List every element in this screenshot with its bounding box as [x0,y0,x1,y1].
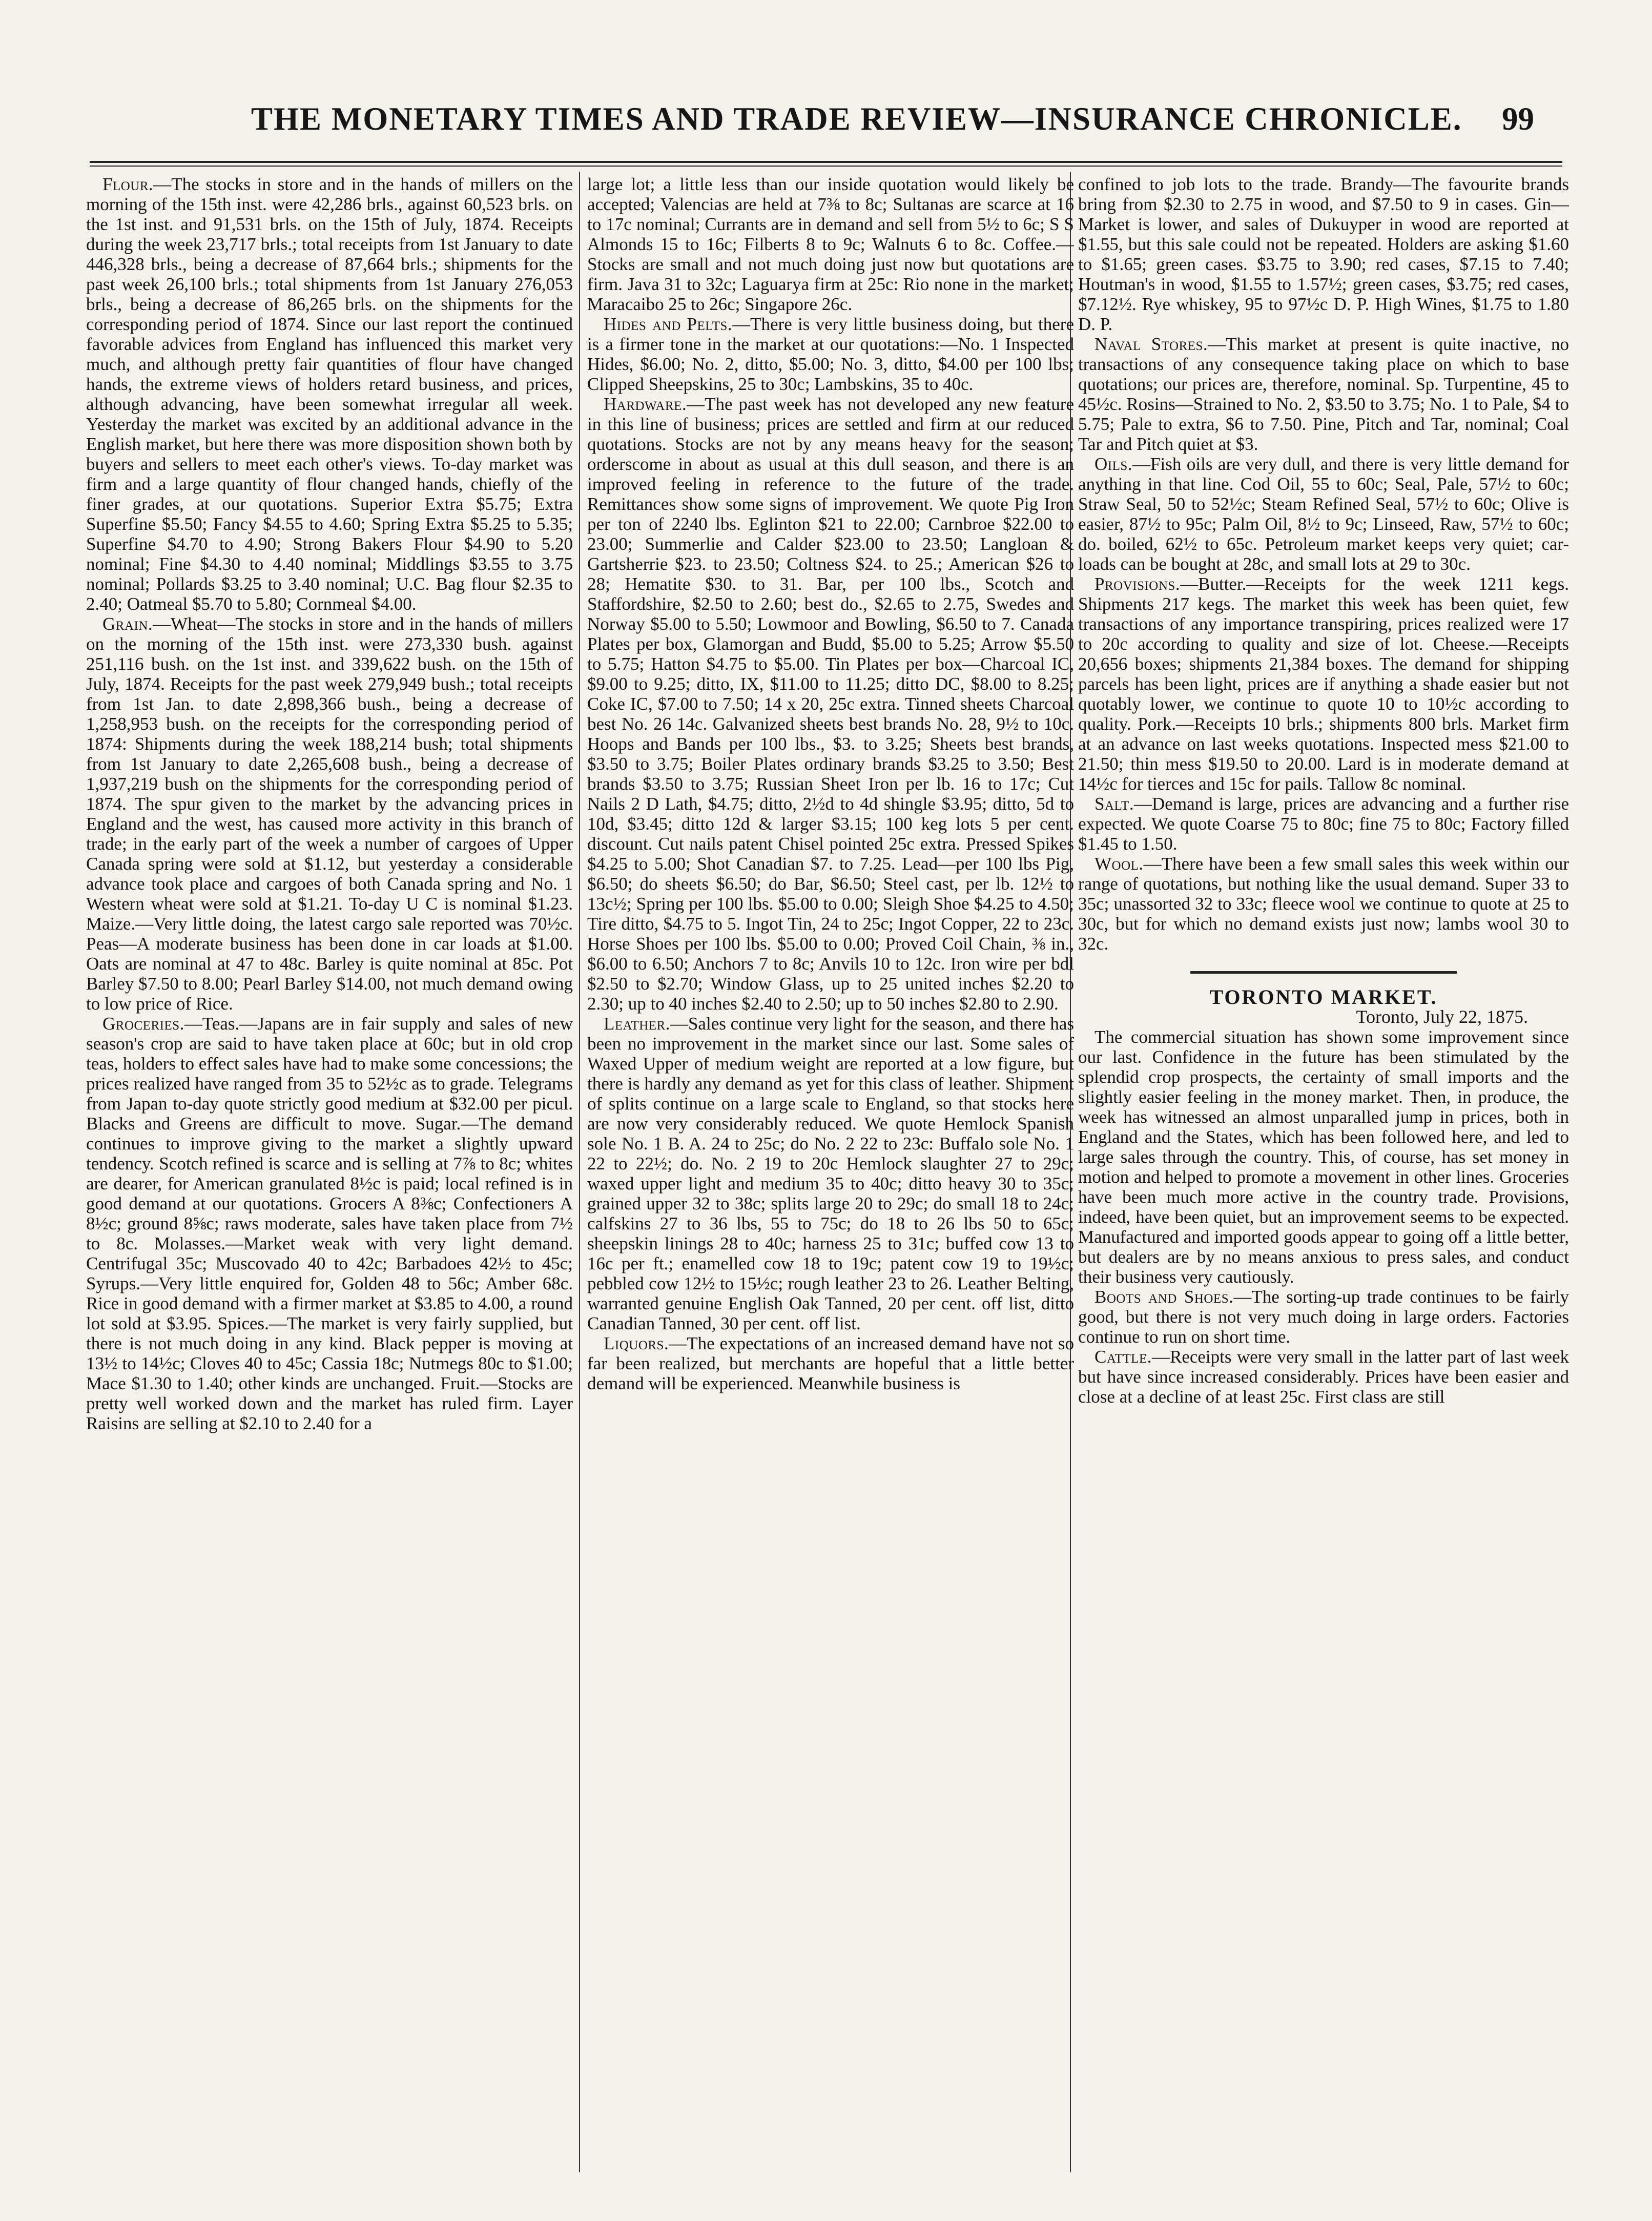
market-report-boots-shoes [1078,1287,1569,1347]
paragraph-text: —There have been a few small sales this week within our range of quotations, but nothing like the usual demand. Super 33 to 35c; unassorted 32 to 33c; fleece wool we continue to quote at 25 to 30c, but for which no demand exists just now; lambs wool 30 to 32c. [1078,854,1569,954]
section-lead: Salt. [1095,794,1134,814]
section-lead: Grain. [102,614,153,634]
section-lead: Provisions. [1095,574,1181,594]
running-head [102,100,1534,147]
paragraph-text: —Wheat—The stocks in store and in the hands of millers on the morning of the 15th inst. were 273,330 bush. against 251,116 bush. on the 1st inst. and 339,622 bush. on the 15th of July, 1874. Receipts for the past week 279,949 bush.; total receipts from 1st Jan. to date 2,898,366 bush., being a decrease of 1,258,953 bush. on the receipts for the corresponding period of 1874: Shipments during the week 188,214 bush; total shipments from 1st January to date 2,265,608 bush., being a decrease of 1,937,219 bush on the shipments for the corresponding period of 1874. The spur given to the market by the advancing prices in England and the west, has caused more activity in this branch of trade; in the early part of the week a number of cargoes of Upper Canada spring were sold at $1.12, but yesterday a considerable advance took place and cargoes of both Canada spring and No. 1 Western wheat were sold at $1.21. To-day U C is nominal $1.23. Maize.—Very little doing, the latest cargo sale reported was 70½c. Peas—A moderate business has been done in car loads at $1.00. Oats are nominal at 47 to 48c. Barley is quite nominal at 85c. Pot Barley $7.50 to 8.00; Pearl Barley $14.00, not much demand owing to low price of Rice. [86,614,573,1014]
market-report-liquors [587,1333,1074,1393]
page-title: THE MONETARY TIMES AND TRADE REVIEW—INSURANCE CHRONICLE. [251,101,1462,137]
market-report-cattle [1078,1347,1569,1407]
section-lead: Wool. [1095,854,1144,874]
paragraph-text: —Demand is large, prices are advancing and a further rise expected. We quote Coarse 75 to 80c; fine 75 to 80c; Factory filled $1.45 to 1.50. [1078,794,1569,854]
paragraph-text: —Sales continue very light for the season, and there has been no improvement in the market since our last. Some sales of Waxed Upper of medium weight are reported at a low figure, but there is hardly any demand as yet for this class of leather. Shipment of splits continue on a large scale to England, so that stocks here are now very considerably reduced. We quote Hemlock Spanish sole No. 1 B. A. 24 to 25c; do No. 2 22 to 23c: Buffalo sole No. 1 22 to 22½; do. No. 2 19 to 20c Hemlock slaughter 27 to 29c; waxed upper light and medium 35 to 40c; ditto heavy 30 to 35c; grained upper 32 to 38c; splits large 20 to 29c; do small 18 to 24c; calfskins 27 to 36 lbs, 55 to 75c; do 18 to 26 lbs 50 to 65c; sheepskin linings 28 to 40c; harness 25 to 31c; buffed cow 13 to 16c per ft.; enamelled cow 18 to 19c; patent cow 19 to 19½c; pebbled cow 12½ to 15½c; rough leather 23 to 26. Leather Belting, warranted genuine English Oak Tanned, 20 per cent. off list, ditto Canadian Tanned, 30 per cent. off list. [587,1014,1074,1333]
paragraph-text: —Fish oils are very dull, and there is very little demand for anything in that line. Cod Oil, 55 to 60c; Seal, Pale, 57½ to 60c; Straw Seal, 50 to 52½c; Steam Refined Seal, 57½ to 60c; Olive is easier, 87½ to 95c; Palm Oil, 8½ to 9c; Linseed, Raw, 57½ to 60c; do. boiled, 62½ to 65c. Petroleum market keeps very quiet; car-loads can be bought at 28c, and small lots at 29 to 30c. [1078,454,1569,574]
section-title: TORONTO MARKET. [1209,985,1438,1009]
paragraph-text: —The past week has not developed any new feature in this line of business; prices are settled and firm at our reduced quotations. Stocks are not by any means heavy for the season; orderscome in about as usual at this dull season, and there is an improved feeling in reference to the future of the trade. Remittances show some signs of improvement. We quote Pig Iron per ton of 2240 lbs. Eglinton $21 to 22.00; Carnbroe $22.00 to 23.00; Summerlie and Calder $23.00 to 23.50; Langloan & Gartsherrie $23. to 23.50; Coltness $24. to 25.; American $26 to 28; Hematite $30. to 31. Bar, per 100 lbs., Scotch and Staffordshire, $2.50 to 2.60; best do., $2.65 to 2.75, Swedes and Norway $5.00 to 5.50; Lowmoor and Bowling, $6.50 to 7. Canada Plates per box, Glamorgan and Budd, $5.00 to 5.25; Arrow $5.50 to 5.75; Hatton $4.75 to $5.00. Tin Plates per box—Charcoal IC, $9.00 to 9.25; ditto, IX, $11.00 to 11.25; ditto DC, $8.00 to 8.25; Coke IC, $7.00 to 7.50; 14 x 20, 25c extra. Tinned sheets Charcoal best No. 26 14c. Galvanized sheets best brands No. 28, 9½ to 10c. Hoops and Bands per 100 lbs., $3. to 3.25; Sheets best brands, $3.50 to 3.75; Boiler Plates ordinary brands $3.25 to 3.50; Best brands $3.50 to 3.75; Russian Sheet Iron per lb. 16 to 17c; Cut Nails 2 D Lath, $4.75; ditto, 2½d to 4d shingle $3.95; ditto, 5d to 10d, $3.45; ditto 12d & larger $3.15; 100 keg lots 5 per cent. discount. Cut nails patent Chisel pointed 25c extra. Pressed Spikes $4.25 to 5.00; Shot Canadian $7. to 7.25. Lead—per 100 lbs Pig, $6.50; do sheets $6.50; do Bar, $6.50; Steel cast, per lb. 12½ to 13c½; Spring per 100 lbs. $5.00 to 0.00; Sleigh Shoe $4.25 to 4.50; Tire ditto, $4.75 to 5. Ingot Tin, 24 to 25c; Ingot Copper, 22 to 23c. Horse Shoes per 100 lbs. $5.00 to 0.00; Proved Coil Chain, ⅜ in., $6.00 to 6.50; Anchors 7 to 8c; Anvils 10 to 12c. Iron wire per bdl $2.50 to $2.70; Window Glass, up to 25 united inches $2.20 to 2.30; up to 40 inches $2.40 to 2.50; up to 50 inches $2.80 to 2.90. [587,394,1074,1014]
market-report-naval-stores [1078,334,1569,454]
paragraph-text: —Butter.—Receipts for the week 1211 kegs. Shipments 217 kegs. The market this week has been quiet, few transactions of any importance transpiring, prices realized were 17 to 20c according to quality and size of lot. Cheese.—Receipts 20,656 boxes; shipments 21,384 boxes. The demand for shipping parcels has been light, prices are if anything a shade easier but not quotably lower, we continue to quote 10 to 10½c according to quality. Pork.—Receipts 10 brls.; shipments 800 brls. Market firm at an advance on last weeks quotations. Inspected mess $21.00 to 21.50; thin mess $19.50 to 20.00. Lard is in moderate demand at 14½c for tierces and 15c for pails. Tallow 8c nominal. [1078,574,1569,794]
section-lead: Boots and Shoes. [1095,1287,1234,1307]
section-lead: Hardware. [604,394,687,414]
column-3 [1078,174,1569,2175]
paragraph-text: The commercial situation has shown some improvement since our last. Confidence in the future has been stimulated by the splendid crop prospects, the certainty of small imports and the slightly easier feeling in the money market. Then, in produce, the week has witnessed an almost unparalled jump in prices, both in England and the States, which has been followed here, and led to large sales through the country. This, of course, has set money in motion and helped to promote a movement in other lines. Groceries have been much more active in the country trade. Provisions, indeed, have been quiet, but an improvement seems to be expected. Manufactured and imported goods appear to going off a little better, but dealers are by no means anxious to press sales, and conduct their business very cautiously. [1078,1027,1569,1287]
header-rule [90,161,1562,167]
column-2 [587,174,1074,2175]
paragraph-text: —The stocks in store and in the hands of millers on the morning of the 15th inst. were 42,286 brls., against 60,523 brls. on the 1st inst. and 91,531 brls. on the 15th of July, 1874. Receipts during the week 23,717 brls.; total receipts from 1st January to date 446,328 brls., being a decrease of 87,664 brls.; shipments for the past week 26,100 brls.; total shipments from 1st January 276,053 brls., being a decrease of 86,265 brls. on the shipments for the corresponding period of 1874. Since our last report the continued favorable advices from England has influenced this market very much, and although pretty fair quantities of flour have changed hands, the extreme views of holders retard business, and prices, although advancing, have been somewhat irregular all week. Yesterday the market was excited by an additional advance in the English market, but here there was more disposition shown both by buyers and sellers to meet each other's views. To-day market was firm and a large quantity of flour changed hands, chiefly of the finer grades, at our quotations. Superior Extra $5.75; Extra Superfine $5.50; Fancy $4.55 to 4.60; Spring Extra $5.25 to 5.35; Superfine $4.70 to 4.90; Strong Bakers Flour $4.90 to 5.20 nominal; Fine $4.30 to 4.40 nominal; Middlings $3.55 to 3.75 nominal; Pollards $3.25 to 3.40 nominal; U.C. Bag flour $2.35 to 2.40; Oatmeal $5.70 to 5.80; Cornmeal $4.00. [86,174,573,614]
paragraph-text: —Receipts were very small in the latter part of last week but have since increased considerably. Prices have been easier and close at a decline of at least 25c. First class are still [1078,1347,1569,1407]
section-lead: Oils. [1095,454,1133,474]
dateline: Toronto, July 22, 1875. [1356,1006,1528,1027]
section-lead: Groceries. [102,1014,184,1034]
market-report-groceries [86,1014,573,1433]
column-1 [86,174,573,2175]
page-number: 99 [1502,101,1534,137]
liquors-continued [1078,174,1569,334]
paragraph-text: large lot; a little less than our inside quotation would likely be accepted; Valencias are held at 7⅜ to 8c; Sultanas are scarce at 16 to 17c nominal; Currants are in demand and sell from 5½ to 6c; S S Almonds 15 to 16c; Filberts 8 to 9c; Walnuts 6 to 8c. Coffee.—Stocks are small and not much doing just now but quotations are firm. Java 31 to 32c; Laguarya firm at 25c: Rio none in the market; Maracaibo 25 to 26c; Singapore 26c. [587,174,1074,314]
market-report-salt [1078,794,1569,854]
paragraph-text: —The expectations of an increased demand have not so far been realized, but merchants are hopeful that a little better demand will be experienced. Meanwhile business is [587,1333,1074,1393]
paragraph-text: —Teas.—Japans are in fair supply and sales of new season's crop are said to have taken place at 60c; but in old crop teas, holders to effect sales have had to make some concessions; the prices realized have ranged from 35 to 52½c as to grade. Telegrams from Japan to-day quote strictly good medium at $32.00 per picul. Blacks and Greens are difficult to move. Sugar.—The demand continues to improve giving to the market a slightly upward tendency. Scotch refined is scarce and is selling at 7⅞ to 8c; whites are dearer, for American granulated 8½c is paid; local refined is in good demand at our quotations. Grocers A 8⅜c; Confectioners A 8½c; ground 8⅝c; raws moderate, sales have taken place from 7½ to 8c. Molasses.—Market weak with very light demand. Centrifugal 35c; Muscovado 40 to 42c; Barbadoes 42½ to 45c; Syrups.—Very little enquired for, Golden 48 to 56c; Amber 68c. Rice in good demand with a firmer market at $3.85 to 4.00, a round lot sold at $3.95. Spices.—The market is very fairly supplied, but there is not much doing in any kind. Black pepper is moving at 13½ to 14½c; Cloves 40 to 45c; Cassia 18c; Nutmegs 80c to $1.00; Mace $1.30 to 1.40; other kinds are unchanged. Fruit.—Stocks are pretty well worked down and the market has ruled firm. Layer Raisins are selling at $2.10 to 2.40 for a [86,1014,573,1433]
market-report-grain [86,614,573,1014]
groceries-continued [587,174,1074,314]
toronto-market-intro [1078,1027,1569,1287]
section-lead: Naval Stores. [1095,334,1208,354]
paragraph-text: —The sorting-up trade continues to be fairly good, but there is not very much doing in large orders. Factories continue to run on short time. [1078,1287,1569,1347]
market-report-oils [1078,454,1569,574]
section-lead: Liquors. [604,1333,669,1353]
market-report-hides [587,314,1074,394]
paragraph-text: —There is very little business doing, but there is a firmer tone in the market at our quotations:—No. 1 Inspected Hides, $6.00; No. 2, ditto, $5.00; No. 3, ditto, $4.00 per 100 lbs; Clipped Sheepskins, 25 to 30c; Lambskins, 35 to 40c. [587,314,1074,394]
column-divider [579,172,580,2172]
market-report-leather [587,1014,1074,1333]
market-report-flour [86,174,573,614]
section-lead: Leather. [604,1014,670,1034]
section-lead: Hides and Pelts. [604,314,733,334]
market-report-provisions [1078,574,1569,794]
section-lead: Flour. [102,174,154,194]
section-lead: Cattle. [1095,1347,1152,1367]
paragraph-text: —This market at present is quite inactive, no transactions of any consequence taking place on which to base quotations; our prices are, therefore, nominal. Sp. Turpentine, 45 to 45½c. Rosins—Strained to No. 2, $3.50 to 3.75; No. 1 to Pale, $4 to 5.75; Pale to extra, $6 to 7.50. Pine, Pitch and Tar, nominal; Coal Tar and Pitch quiet at $3. [1078,334,1569,454]
paragraph-text: confined to job lots to the trade. Brandy—The favourite brands bring from $2.30 to 2.75 in wood, and $7.50 to 9 in cases. Gin—Market is lower, and sales of Dukuyper in wood are reported at $1.55, but this sale could not be repeated. Holders are asking $1.60 to $1.65; green cases. $3.75 to 3.90; red cases, $7.15 to 7.40; Houtman's in wood, $1.55 to 1.57½; green cases, $3.75; red cases, $7.12½. Rye whiskey, 95 to 97½c D. P. High Wines, $1.75 to 1.80 D. P. [1078,174,1569,334]
section-divider [1190,971,1457,974]
market-report-hardware [587,394,1074,1014]
market-report-wool [1078,854,1569,954]
